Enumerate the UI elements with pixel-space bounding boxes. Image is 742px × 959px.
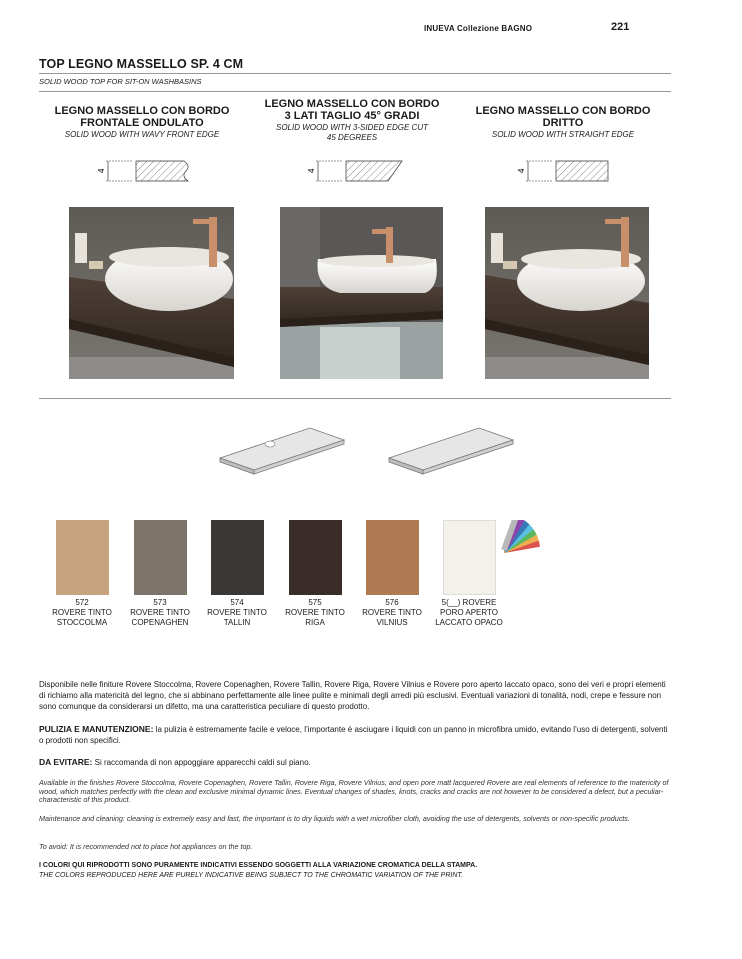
color-disclaimer-english: THE COLORS REPRODUCED HERE ARE PURELY INDICATIVE BEING SUBJECT TO THE CHROMATIC VARIATION OF THE PRINT. (39, 872, 463, 879)
variant-subtitle: 45 DEGREES (326, 133, 378, 142)
description-paragraph: Disponibile nelle finiture Rovere Stoccolma, Rovere Copenaghen, Rovere Tallin, Rovere Riga, Rovere Vilnius e Rovere poro aperto laccato opaco, sono dei veri e propri elementi di richiamo alla matericità del legno, che si abbinano perfettamente alle linee pulite e minimali degli arredi più esclusivi. Eventuali variazioni di tonalità, nodi, crepe e fessure non sono comunque da considerarsi un difetto, ma una caratteristica peculiare di questo prodotto. (39, 680, 666, 712)
finish-code: 575 (308, 598, 322, 607)
divider (39, 398, 671, 399)
finish-swatch-573 (121, 520, 199, 628)
cleaning-label: PULIZIA E MANUTENZIONE: (39, 724, 154, 734)
variant-subtitle: SOLID WOOD WITH STRAIGHT EDGE (491, 130, 635, 139)
straight-edge-washbasin-photo (485, 207, 649, 379)
variant-subtitle: SOLID WOOD WITH 3-SIDED EDGE CUT (275, 123, 428, 132)
swatch-color (443, 520, 496, 595)
wavy-edge-profile-diagram (96, 155, 196, 189)
finish-swatch-574 (198, 520, 276, 628)
variant-title: FRONTALE ONDULATO (80, 116, 204, 129)
avoid-label: DA EVITARE: (39, 757, 93, 767)
finish-name: ROVERE TINTO (52, 608, 112, 617)
wavy-edge-washbasin-photo (69, 207, 234, 379)
finish-code: 572 (75, 598, 89, 607)
finish-name: ROVERE TINTO (285, 608, 345, 617)
avoid-text: Si raccomanda di non appoggiare apparecchi caldi sul piano. (94, 758, 311, 767)
finish-name: PORO APERTO (440, 608, 498, 617)
variant-title: DRITTO (542, 116, 584, 129)
swatch-color (211, 520, 264, 595)
section-subtitle: SOLID WOOD TOP FOR SIT-ON WASHBASINS (39, 77, 202, 86)
color-disclaimer-italian: I COLORI QUI RIPRODOTTI SONO PURAMENTE INDICATIVI ESSENDO SOGGETTI ALLA VARIAZIONE CROMATICA DELLA STAMPA. (39, 862, 478, 869)
english-cleaning: Maintenance and cleaning: cleaning is extremely easy and fast, the important is to dry liquids with a wet microfiber cloth, avoiding the use of detergents, solvents or non-specific products. (39, 814, 630, 823)
section-title: TOP LEGNO MASSELLO SP. 4 CM (39, 57, 244, 71)
finish-name: VILNIUS (376, 618, 408, 627)
variant-wavy-edge (37, 106, 247, 140)
variant-title: LEGNO MASSELLO CON BORDO (264, 98, 440, 110)
cleaning-text: la pulizia è estremamente facile e veloce, l’importante è asciugare i liquidi con un panno in microfibra umido, evitando l’uso di detergenti, solventi o prodotti non specifici. (39, 725, 668, 746)
bevel-edge-profile-diagram (306, 155, 406, 189)
finish-swatch-lacquered (430, 520, 508, 628)
swatch-color (366, 520, 419, 595)
finish-swatch-575 (276, 520, 354, 628)
divider (39, 73, 671, 74)
variant-title: 3 LATI TAGLIO 45° GRADI (284, 109, 420, 122)
finish-swatch-572 (43, 520, 121, 628)
top-with-hole-drawing (218, 424, 348, 480)
finish-code: 574 (230, 598, 244, 607)
finish-name: COPENAGHEN (131, 618, 189, 627)
thickness-label: 4 (517, 168, 526, 173)
color-fan-icon (500, 520, 542, 556)
swatch-color (134, 520, 187, 595)
variant-straight-edge (458, 106, 668, 140)
variant-subtitle: SOLID WOOD WITH WAVY FRONT EDGE (64, 130, 220, 139)
english-description: Available in the finishes Rovere Stoccolma, Rovere Copenaghen, Rovere Tallin, Rovere Riga, Rovere Vilnius, and open pore matt lacquered Rovere are real elements of reference to the matericity of wood, which matches perfectly with the clean and exclusive minimal dynamic lines. Eventual changes of shades, knots, cracks and cracks are not however to be considered a defect, but a peculiar-characteristic of this product. (39, 778, 669, 805)
page-number: 221 (611, 21, 630, 33)
finish-code: 576 (385, 598, 399, 607)
finish-name: LACCATO OPACO (435, 618, 503, 627)
top-without-hole-drawing (387, 424, 517, 480)
divider (39, 91, 671, 92)
finish-code: 573 (153, 598, 167, 607)
finish-name: RIGA (305, 618, 325, 627)
swatch-color (56, 520, 109, 595)
straight-edge-profile-diagram (516, 155, 616, 189)
cleaning-paragraph (39, 724, 673, 746)
english-avoid: To avoid: It is recommended not to place hot appliances on the top. (39, 842, 253, 851)
variant-title: LEGNO MASSELLO CON BORDO (54, 105, 230, 117)
swatch-color (289, 520, 342, 595)
finish-code: 5(__) ROVERE (441, 598, 497, 607)
finish-name: TALLIN (223, 618, 251, 627)
finish-name: ROVERE TINTO (362, 608, 422, 617)
thickness-label: 4 (97, 168, 106, 173)
bevel-edge-washbasin-photo (280, 207, 443, 379)
variant-title: LEGNO MASSELLO CON BORDO (475, 105, 651, 117)
brand-header: INUEVA Collezione BAGNO (424, 24, 533, 33)
avoid-paragraph (39, 757, 673, 768)
finish-name: STOCCOLMA (56, 618, 108, 627)
finish-swatch-576 (353, 520, 431, 628)
thickness-label: 4 (307, 168, 316, 173)
finish-name: ROVERE TINTO (207, 608, 267, 617)
finish-name: ROVERE TINTO (130, 608, 190, 617)
variant-45-edge (247, 99, 457, 143)
